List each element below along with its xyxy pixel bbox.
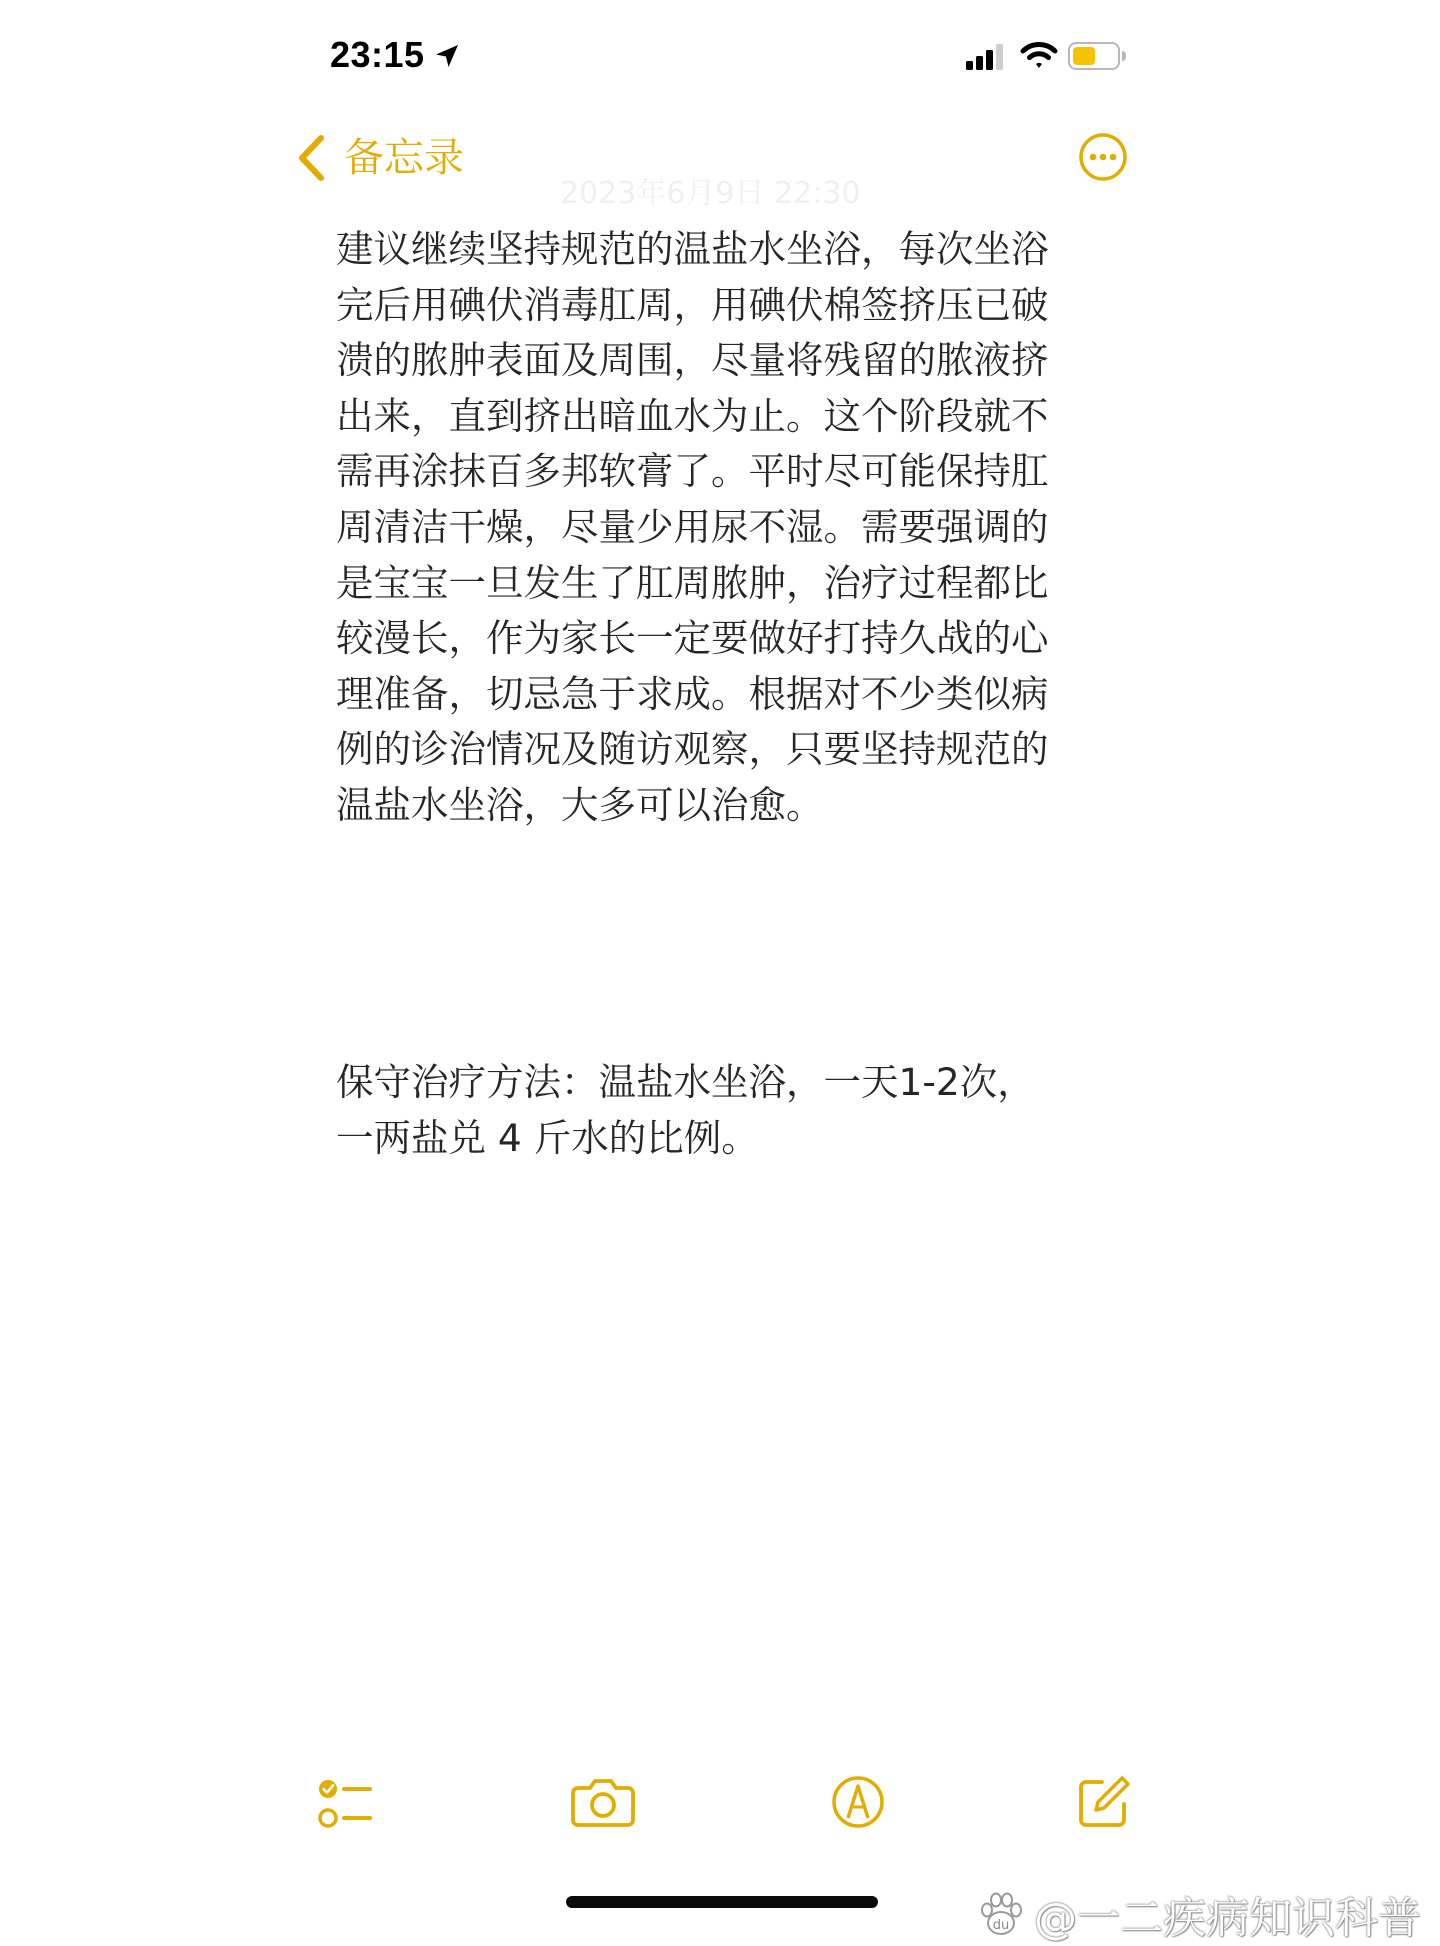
- note-line: 出来，直到挤出暗血水为止。这个阶段就不: [336, 393, 1049, 438]
- chevron-left-icon: [296, 133, 328, 183]
- watermark: [976, 1888, 1421, 1942]
- compose-icon: [1076, 1774, 1132, 1830]
- location-arrow-icon: [433, 42, 461, 74]
- note-line: 是宝宝一旦发生了肛周脓肿，治疗过程都比: [336, 560, 1049, 605]
- note-line: 需再涂抹百多邦软膏了。平时尽可能保持肛: [336, 449, 1049, 494]
- note-line: 例的诊治情况及随访观察，只要坚持规范的: [336, 727, 1049, 772]
- watermark-text: @一二疾病知识科普: [1034, 1893, 1421, 1944]
- back-label: 备忘录: [344, 135, 464, 181]
- note-line: 保守治疗方法：温盐水坐浴，一天1-2次，: [336, 1060, 1035, 1104]
- checklist-button[interactable]: [318, 1778, 374, 1830]
- more-button[interactable]: [1078, 132, 1128, 182]
- back-button[interactable]: [296, 130, 464, 186]
- note-date: 2023年6月9日 22:30: [560, 176, 861, 211]
- note-line: 溃的脓肿表面及周围，尽量将残留的脓液挤: [336, 338, 1049, 383]
- note-line: 温盐水坐浴，大多可以治愈。: [336, 782, 824, 827]
- note-paragraph-2[interactable]: [336, 1055, 1096, 1166]
- battery-icon: [1068, 42, 1128, 74]
- status-time: 23:15: [330, 34, 425, 75]
- note-paragraph-1[interactable]: [336, 222, 1096, 834]
- note-line: 完后用碘伏消毒肛周，用碘伏棉签挤压已破: [336, 282, 1049, 327]
- note-line: 较漫长，作为家长一定要做好打持久战的心: [336, 616, 1049, 661]
- markup-pen-icon: [830, 1774, 886, 1830]
- checklist-icon: [318, 1778, 374, 1830]
- note-line: 建议继续坚持规范的温盐水坐浴，每次坐浴: [336, 227, 1049, 271]
- compose-button[interactable]: [1076, 1774, 1132, 1830]
- watermark-logo-text: du: [992, 1918, 1010, 1933]
- note-line: 理准备，切忌急于求成。根据对不少类似病: [336, 671, 1049, 716]
- markup-button[interactable]: [830, 1774, 886, 1830]
- camera-button[interactable]: [570, 1776, 636, 1828]
- note-line: 周清洁干燥，尽量少用尿不湿。需要强调的: [336, 504, 1049, 549]
- wifi-icon: [1020, 40, 1058, 74]
- camera-icon: [570, 1776, 636, 1828]
- ellipsis-circle-icon: [1078, 132, 1128, 182]
- cellular-signal-icon: [966, 44, 1006, 74]
- paw-logo-icon: [976, 1890, 1026, 1940]
- status-bar: [0, 0, 1440, 110]
- note-line: 一两盐兑 4 斤水的比例。: [336, 1115, 759, 1160]
- home-indicator[interactable]: [566, 1896, 878, 1908]
